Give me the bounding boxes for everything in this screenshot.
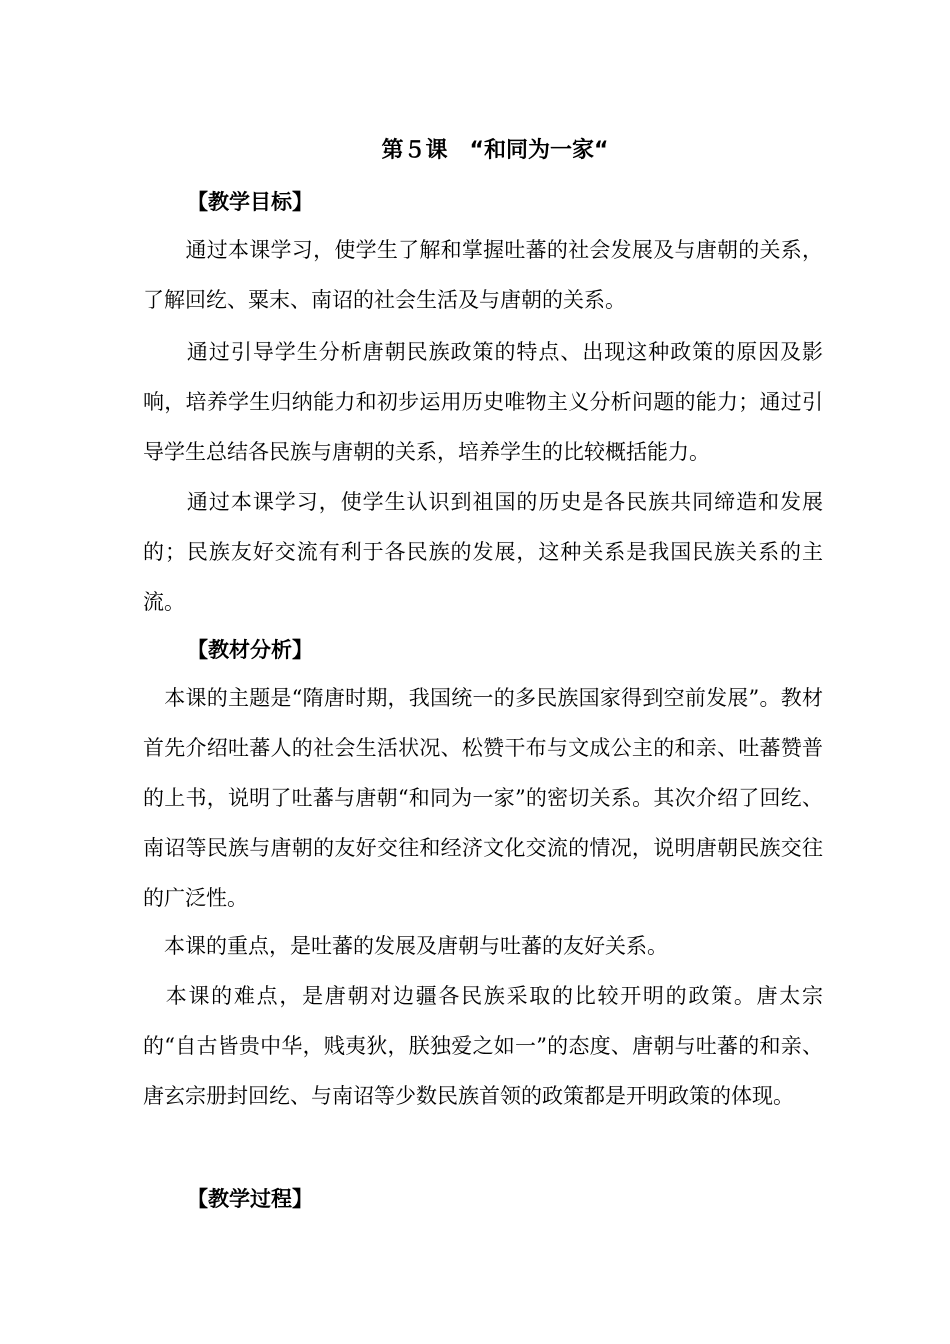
- analysis-paragraph-1: 本课的主题是“隋唐时期，我国统一的多民族国家得到空前发展”。教材首先介绍吐蕃人的社会生活状况、松赞干布与文成公主的和亲、吐蕃赞普的上书，说明了吐蕃与唐朝“和同为一家”的密切关系。其次介绍了回纥、南诏等民族与唐朝的友好交往和经济文化交流的情况，说明唐朝民族交往的广泛性。: [143, 686, 823, 910]
- analysis-paragraph-2: 本课的重点，是吐蕃的发展及唐朝与吐蕃的友好关系。: [143, 934, 668, 958]
- objectives-paragraph-2: 通过引导学生分析唐朝民族政策的特点、出现这种政策的原因及影响，培养学生归纳能力和初步运用历史唯物主义分析问题的能力；通过引导学生总结各民族与唐朝的关系，培养学生的比较概括能力。: [143, 340, 823, 464]
- analysis-paragraph-3: 本课的难点，是唐朝对边疆各民族采取的比较开明的政策。唐太宗的“自古皆贵中华，贱夷狄，朕独爱之如一”的态度、唐朝与吐蕃的和亲、唐玄宗册封回纥、与南诏等少数民族首领的政策都是开明政策的体现。: [143, 984, 823, 1108]
- objectives-paragraph-3: 通过本课学习，使学生认识到祖国的历史是各民族共同缔造和发展的；民族友好交流有利于各民族的发展，这种关系是我国民族关系的主流。: [143, 490, 823, 614]
- objectives-paragraph-1: 通过本课学习，使学生了解和掌握吐蕃的社会发展及与唐朝的关系，了解回纥、粟末、南诏的社会生活及与唐朝的关系。: [143, 238, 823, 312]
- page-title: 第５课 “和同为一家“: [381, 138, 609, 163]
- heading-process: 【教学过程】: [187, 1187, 313, 1211]
- heading-analysis: 【教材分析】: [187, 638, 313, 662]
- heading-objectives: 【教学目标】: [187, 190, 313, 214]
